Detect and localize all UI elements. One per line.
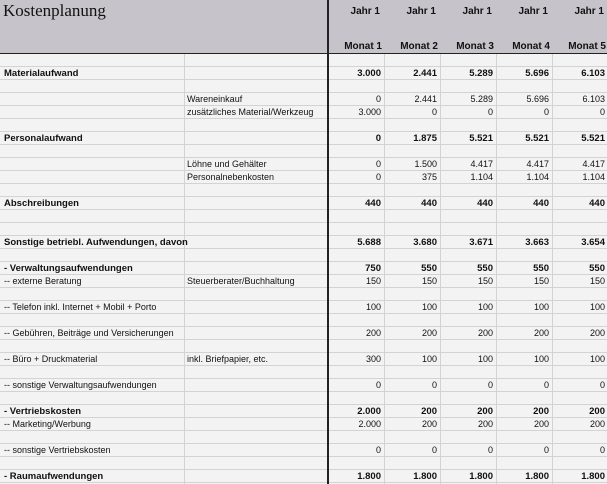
value-cell[interactable]: 0 — [487, 107, 493, 117]
value-cell[interactable]: 6.103 — [581, 68, 605, 79]
value-cell[interactable]: 2.000 — [358, 419, 381, 429]
row-label[interactable]: - Verwaltungsaufwendungen — [4, 263, 133, 274]
row-label[interactable]: -- Büro + Druckmaterial — [4, 354, 98, 364]
blank-row — [0, 249, 607, 262]
table-row — [0, 106, 607, 119]
column-month-5: Monat 5 — [568, 41, 606, 52]
value-cell[interactable]: 550 — [589, 263, 605, 274]
blank-row — [0, 457, 607, 470]
row-note[interactable]: Wareneinkauf — [187, 94, 243, 104]
row-note[interactable]: inkl. Briefpapier, etc. — [187, 354, 269, 364]
value-cell[interactable]: 5.289 — [469, 68, 493, 79]
value-cell[interactable]: 0 — [375, 445, 381, 455]
value-cell[interactable]: 150 — [365, 276, 381, 286]
value-cell[interactable]: 3.680 — [413, 237, 437, 248]
value-cell[interactable]: 0 — [375, 159, 381, 169]
value-cell[interactable]: 100 — [421, 354, 437, 364]
value-cell[interactable]: 4.417 — [526, 159, 549, 169]
value-cell[interactable]: 5.696 — [526, 94, 549, 104]
value-cell[interactable]: 2.441 — [414, 94, 437, 104]
value-cell[interactable]: 0 — [375, 133, 381, 144]
value-cell[interactable]: 1.875 — [413, 133, 437, 144]
row-label[interactable]: -- Marketing/Werbung — [4, 419, 91, 429]
value-cell[interactable]: 550 — [533, 263, 549, 274]
value-cell[interactable]: 3.000 — [357, 68, 381, 79]
column-year-2: Jahr 1 — [406, 6, 436, 17]
blank-row — [0, 288, 607, 301]
value-cell[interactable]: 750 — [365, 263, 381, 274]
row-note[interactable]: Steuerberater/Buchhaltung — [187, 276, 295, 286]
value-cell[interactable]: 2.441 — [413, 68, 437, 79]
value-cell[interactable]: 0 — [543, 107, 549, 117]
value-cell[interactable]: 200 — [589, 328, 605, 338]
value-cell[interactable]: 5.289 — [470, 94, 493, 104]
value-cell[interactable]: 150 — [533, 276, 549, 286]
blank-row — [0, 392, 607, 405]
blank-row — [0, 431, 607, 444]
blank-row — [0, 314, 607, 327]
table-row — [0, 353, 607, 366]
value-cell[interactable]: 1.800 — [525, 471, 549, 482]
table-row — [0, 470, 607, 483]
value-cell[interactable]: 0 — [487, 445, 493, 455]
value-cell[interactable]: 2.000 — [357, 406, 381, 417]
row-label[interactable]: - Vertriebskosten — [4, 406, 82, 417]
blank-row — [0, 54, 607, 67]
value-cell[interactable]: 200 — [421, 406, 437, 417]
value-cell[interactable]: 5.521 — [581, 133, 605, 144]
value-cell[interactable]: 0 — [543, 380, 549, 390]
value-cell[interactable]: 200 — [589, 406, 605, 417]
column-year-5: Jahr 1 — [574, 6, 604, 17]
value-cell[interactable]: 3.671 — [469, 237, 493, 248]
table-row — [0, 197, 607, 210]
value-cell[interactable]: 3.000 — [358, 107, 381, 117]
table-row — [0, 132, 607, 145]
table-row — [0, 262, 607, 275]
table-row — [0, 275, 607, 288]
value-cell[interactable]: 1.800 — [581, 471, 605, 482]
value-cell[interactable]: 0 — [375, 380, 381, 390]
value-cell[interactable]: 6.103 — [582, 94, 605, 104]
value-cell[interactable]: 200 — [533, 406, 549, 417]
value-cell[interactable]: 200 — [365, 328, 381, 338]
value-cell[interactable]: 4.417 — [470, 159, 493, 169]
column-month-3: Monat 3 — [456, 41, 494, 52]
blank-row — [0, 210, 607, 223]
value-cell[interactable]: 0 — [599, 380, 605, 390]
row-note[interactable]: Löhne und Gehälter — [187, 159, 267, 169]
blank-row — [0, 80, 607, 93]
value-cell[interactable]: 0 — [487, 380, 493, 390]
value-cell[interactable]: 100 — [589, 354, 605, 364]
value-cell[interactable]: 0 — [431, 445, 437, 455]
row-label[interactable]: -- Gebühren, Beiträge und Versicherungen — [4, 328, 174, 338]
column-year-4: Jahr 1 — [518, 6, 548, 17]
row-label[interactable]: Abschreibungen — [4, 198, 79, 209]
row-note[interactable]: zusätzliches Material/Werkzeug — [187, 107, 314, 117]
column-year-3: Jahr 1 — [462, 6, 492, 17]
value-cell[interactable]: 550 — [477, 263, 493, 274]
row-label[interactable]: -- sonstige Verwaltungsaufwendungen — [4, 380, 157, 390]
value-cell[interactable]: 0 — [431, 107, 437, 117]
value-cell[interactable]: 100 — [533, 302, 549, 312]
blank-row — [0, 366, 607, 379]
value-cell[interactable]: 100 — [421, 302, 437, 312]
value-cell[interactable]: 100 — [477, 354, 493, 364]
blank-row — [0, 119, 607, 132]
value-cell[interactable]: 200 — [589, 419, 605, 429]
value-cell[interactable]: 0 — [543, 445, 549, 455]
value-cell[interactable]: 200 — [477, 419, 493, 429]
value-cell[interactable]: 1.104 — [582, 172, 605, 182]
value-cell[interactable]: 150 — [421, 276, 437, 286]
value-cell[interactable]: 5.521 — [525, 133, 549, 144]
value-cell[interactable]: 1.500 — [414, 159, 437, 169]
blank-row — [0, 223, 607, 236]
value-cell[interactable]: 150 — [477, 276, 493, 286]
value-cell[interactable]: 0 — [375, 94, 381, 104]
value-cell[interactable]: 150 — [589, 276, 605, 286]
table-row — [0, 418, 607, 431]
blank-row — [0, 340, 607, 353]
value-cell[interactable]: 440 — [421, 198, 437, 209]
value-cell[interactable]: 550 — [421, 263, 437, 274]
row-label[interactable]: -- externe Beratung — [4, 276, 82, 286]
value-cell[interactable]: 1.104 — [470, 172, 493, 182]
table-row — [0, 379, 607, 392]
value-cell[interactable]: 100 — [589, 302, 605, 312]
value-cell[interactable]: 0 — [599, 445, 605, 455]
row-label[interactable]: Materialaufwand — [4, 68, 79, 79]
header-separator — [327, 0, 329, 484]
table-row — [0, 67, 607, 80]
table-row — [0, 405, 607, 418]
value-cell[interactable]: 0 — [599, 107, 605, 117]
sheet-title: Kostenplanung — [3, 1, 106, 20]
value-cell[interactable]: 440 — [365, 198, 381, 209]
table-row — [0, 444, 607, 457]
value-cell[interactable]: 200 — [421, 328, 437, 338]
value-cell[interactable]: 0 — [375, 172, 381, 182]
value-cell[interactable]: 100 — [533, 354, 549, 364]
row-label[interactable]: Personalaufwand — [4, 133, 83, 144]
value-cell[interactable]: 3.654 — [581, 237, 605, 248]
table-row — [0, 301, 607, 314]
row-label[interactable]: Sonstige betriebl. Aufwendungen, davon — [4, 237, 188, 248]
value-cell[interactable]: 440 — [589, 198, 605, 209]
value-cell[interactable]: 1.104 — [526, 172, 549, 182]
blank-row — [0, 145, 607, 158]
table-row — [0, 327, 607, 340]
table-row — [0, 236, 607, 249]
column-month-2: Monat 2 — [400, 41, 438, 52]
value-cell[interactable]: 0 — [431, 380, 437, 390]
value-cell[interactable]: 5.696 — [525, 68, 549, 79]
value-cell[interactable]: 200 — [477, 406, 493, 417]
value-cell[interactable]: 200 — [533, 419, 549, 429]
value-cell[interactable]: 375 — [421, 172, 437, 182]
column-month-4: Monat 4 — [512, 41, 550, 52]
value-cell[interactable]: 440 — [533, 198, 549, 209]
blank-row — [0, 184, 607, 197]
table-row — [0, 171, 607, 184]
value-cell[interactable]: 100 — [477, 302, 493, 312]
value-cell[interactable]: 100 — [365, 302, 381, 312]
cost-table — [0, 54, 607, 483]
value-cell[interactable]: 300 — [365, 354, 381, 364]
column-year-1: Jahr 1 — [350, 6, 380, 17]
value-cell[interactable]: 200 — [533, 328, 549, 338]
value-cell[interactable]: 1.800 — [413, 471, 437, 482]
value-cell[interactable]: 5.688 — [357, 237, 381, 248]
value-cell[interactable]: 5.521 — [469, 133, 493, 144]
column-month-1: Monat 1 — [344, 41, 382, 52]
value-cell[interactable]: 1.800 — [469, 471, 493, 482]
value-cell[interactable]: 200 — [477, 328, 493, 338]
table-row — [0, 158, 607, 171]
row-note[interactable]: Personalnebenkosten — [187, 172, 275, 182]
value-cell[interactable]: 440 — [477, 198, 493, 209]
value-cell[interactable]: 4.417 — [582, 159, 605, 169]
row-label[interactable]: -- sonstige Vertriebskosten — [4, 445, 111, 455]
row-label[interactable]: - Raumaufwendungen — [4, 471, 104, 482]
value-cell[interactable]: 1.800 — [357, 471, 381, 482]
row-label[interactable]: -- Telefon inkl. Internet + Mobil + Porto — [4, 302, 157, 312]
value-cell[interactable]: 200 — [421, 419, 437, 429]
value-cell[interactable]: 3.663 — [525, 237, 549, 248]
table-row — [0, 93, 607, 106]
